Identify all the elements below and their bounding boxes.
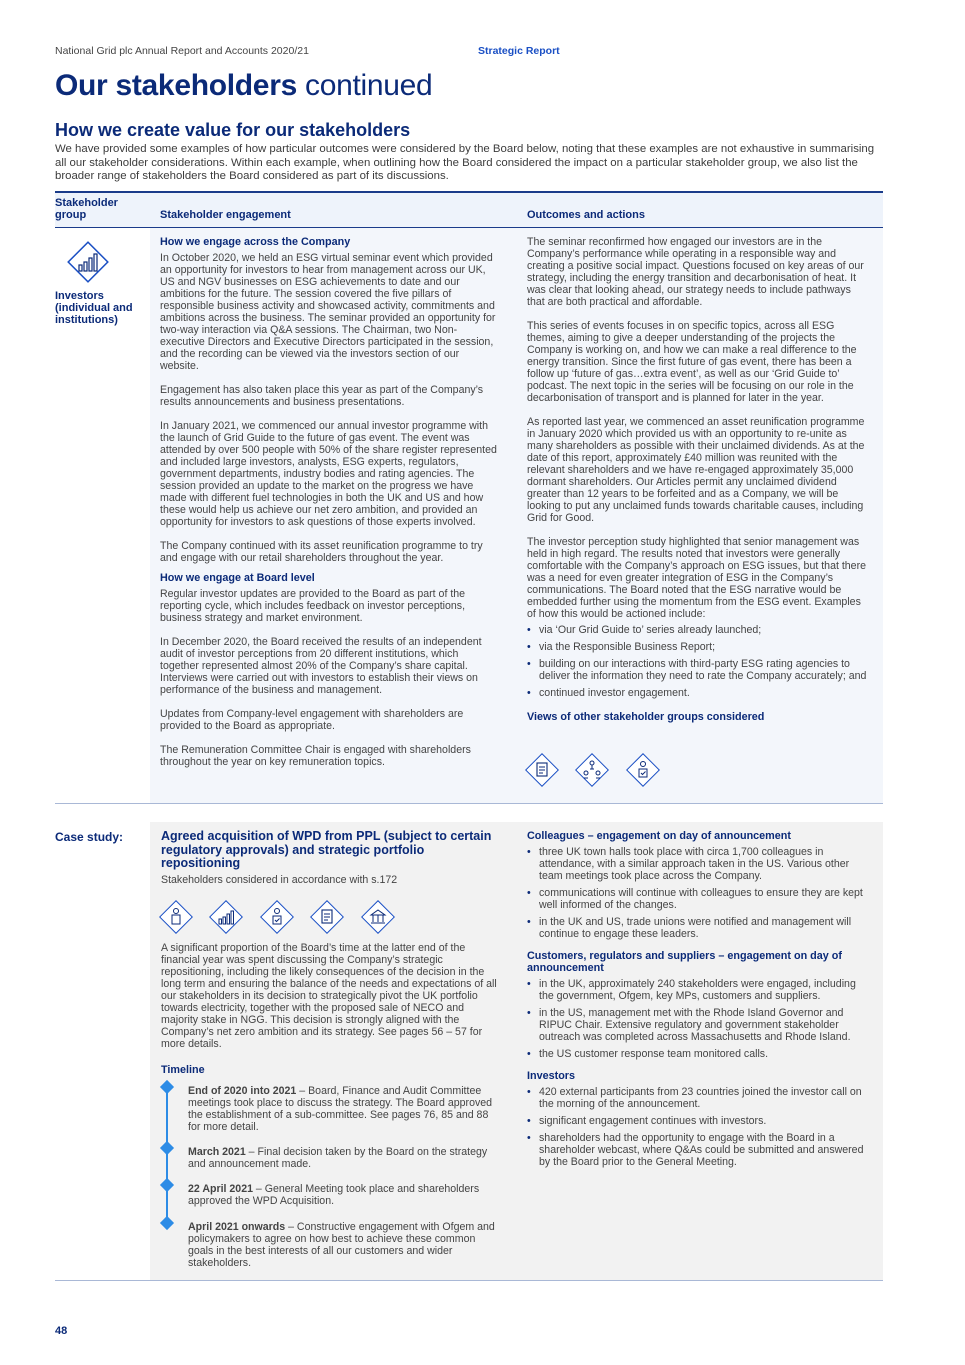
col-header-outcomes: Outcomes and actions — [527, 209, 645, 221]
list-item: • significant engagement continues with investors. — [527, 1115, 869, 1127]
list-item: • building on our interactions with third-party ESG rating agencies to deliver the information they need to rate the Company accurately; and — [527, 658, 869, 682]
case-study-title: Agreed acquisition of WPD from PPL (subject to certain regulatory approvals) and strategic portfolio repositioning — [161, 829, 492, 870]
outcome-paragraph: The investor perception study highlighted that senior management was held in high regard. The results noted that investors were generally comfortable with the Company’s approach on ESG issues, but that there was a need for even greater integration of ESG in the Company’s communications. The Board noted that the ESG narrative would be embedded further using the momentum from the ESG event. Examples of how this would be actioned include: — [527, 536, 866, 620]
engage-paragraph: Engagement has also taken place this year as part of the Company’s results announcements and business presentations. — [160, 384, 484, 408]
page-title: Our stakeholders continued — [55, 69, 433, 102]
views-heading: Views of other stakeholder groups considered — [527, 711, 765, 723]
list-item: • 420 external participants from 23 countries joined the investor call on the morning of the announcement. — [527, 1086, 869, 1110]
engage-paragraph: Regular investor updates are provided to the Board as part of the reporting cycle, which includes feedback on investor perceptions, business strategy and market environment. — [160, 588, 466, 624]
outcome-bullets — [527, 624, 869, 699]
engage-paragraph: In December 2020, the Board received the results of an independent audit of investor perceptions from 20 different institutions, which together represented almost 20% of the Company’s share capital. Interviews were carried out with investors to establish their views on performance of the business and management. — [160, 636, 482, 696]
timeline-heading: Timeline — [161, 1064, 205, 1076]
views-icons — [524, 752, 661, 790]
page-number: 48 — [55, 1325, 68, 1337]
list-item: • three UK town halls took place with circa 1,700 colleagues in attendance, with a similar approach taken in the US. Various other team meetings took place across the Company. — [527, 846, 869, 882]
section-heading: How we create value for our stakeholders — [55, 120, 411, 140]
case-study-subtitle: Stakeholders considered in accordance with s.172 — [161, 874, 398, 886]
engage-company-heading: How we engage across the Company — [160, 236, 351, 248]
customers-bullets — [527, 978, 869, 1060]
case-study-label: Case study: — [55, 830, 124, 844]
engagement-column — [160, 236, 500, 780]
outcome-paragraph: As reported last year, we commenced an asset reunification programme in January 2020 which provided us with an opportunity to re-unite as many shareholders as possible with their unclaimed dividends. As at the date of this report, approximately £40 million was reunited with the relevant shareholders and we have re-engaged approximately 35,000 dormant shareholders. Our Articles permit any unclaimed dividend greater than 12 years to be forfeited and as a Company, we will be looking to put any unclaimed funds towards charitable causes, including Grid for Good. — [527, 416, 865, 524]
section-name: Strategic Report — [478, 45, 560, 57]
colleagues-heading: Colleagues – engagement on day of announcement — [527, 830, 791, 842]
community-icon — [574, 752, 610, 788]
list-item: • in the US, management met with the Rhode Island Governor and RIPUC Chair. Extensive regulatory and government stakeholder outreach was completed across Massachusetts and Rhode Island. — [527, 1007, 869, 1043]
case-study-body: A significant proportion of the Board’s time at the latter end of the financial year was spent discussing the Company’s strategic repositioning, including the likely consequences of the decision in the long term and ensuring the balance of the needs and expectations of all our stakeholders in its decision to strategically pivot the UK portfolio towards electricity, together with the proposed sale of NECO and majority stake in NGG. This decision is strongly aligned with the Company’s net zero ambition and its strategy. See pages 56 – 57 for more details. — [161, 942, 497, 1050]
engage-paragraph: Updates from Company-level engagement with shareholders are provided to the Board as appropriate. — [160, 708, 464, 732]
investors-icon — [64, 238, 112, 286]
list-item: • shareholders had the opportunity to engage with the Board in a shareholder webcast, where Q&As could be submitted and answered by the Board prior to the General Meeting. — [527, 1132, 869, 1168]
outcome-paragraph: The seminar reconfirmed how engaged our investors are in the Company’s performance while operating in a responsible way and creating a positive social impact. Questions focused on key areas of our strategy, including the energy transition and decarbonisation of heat. It was clear that looking ahead, our strategy needs to include pathways that are both practical and affordable. — [527, 236, 864, 308]
engage-paragraph: In October 2020, we held an ESG virtual seminar event which provided an opportunity for investors to hear from management across our UK, US and NGV businesses on ESG achievements to date and our ambitions for the future. The session covered the five pillars of responsible business activity and showcased activity, commitments and ambitions across the business. The seminar provided an opportunity for two-way interaction via Q&A sessions. The Chairman, two Non-executive Directors and Executive Directors participated in the session, and the recording can be viewed via the investors section of our website. — [160, 252, 496, 372]
timeline-line — [166, 1087, 168, 1227]
row-divider — [55, 803, 883, 804]
engage-paragraph: In January 2021, we commenced our annual investor programme with the launch of Grid Guide to the future of gas event. The event was attended by over 500 people with 50% of the share register represented and included large investors, analysts, ESG experts, regulators, government departments, industry bodies and rating agencies. The session provided an update to the market on the progress we have made with different fuel technologies in both the UK and US and how these would help us achieve our net zero ambition, and provided an opportunity for investors to ask questions of those experts involved. — [160, 420, 497, 528]
investors-heading: Investors — [527, 1070, 576, 1082]
colleagues-bullets — [527, 846, 869, 940]
timeline-item: 22 April 2021 – General Meeting took place and shareholders approved the WPD Acquisition. — [188, 1183, 480, 1207]
intro-paragraph: We have provided some examples of how particular outcomes were considered by the Board below, noting that these examples are not exhaustive in summarising all our stakeholder considerations. Within each example, when outlining how the Board considered the impact on a particular stakeholder group, we also list the broader range of stakeholders the Board considered as part of its discussions. — [55, 143, 875, 182]
investors-icon — [208, 899, 244, 935]
stakeholder-group-label: Investors (individual and institutions) — [55, 290, 133, 326]
investors-bullets — [527, 1086, 869, 1168]
colleague-icon — [158, 899, 194, 935]
case-study-icons — [158, 899, 396, 937]
list-item: • via the Responsible Business Report; — [527, 641, 869, 653]
customers-heading: Customers, regulators and suppliers – engagement on day of announcement — [527, 950, 842, 974]
people-check-icon — [259, 899, 295, 935]
outcomes-column — [527, 236, 869, 727]
engage-paragraph: The Remuneration Committee Chair is engaged with shareholders throughout the year on key remuneration topics. — [160, 744, 471, 768]
list-item: • communications will continue with colleagues to ensure they are kept well informed of the changes. — [527, 887, 869, 911]
table-top-rule — [55, 191, 883, 193]
outcome-paragraph: This series of events focuses in on specific topics, across all ESG themes, aiming to give a deeper understanding of the projects the Company is working on, and how we can make a real difference to the energy transition. Since the first future of gas event, there has been a follow up ‘future of gas…extra event’, as well as our ‘Grid Guide to’ podcast. The next topic in the series will be focusing on our role in the decarbonisation of transport and is planned for later in the year. — [527, 320, 857, 404]
document-icon — [309, 899, 345, 935]
document-icon — [524, 752, 560, 788]
colleague-icon — [625, 752, 661, 788]
list-item: • via ‘Our Grid Guide to’ series already launched; — [527, 624, 869, 636]
col-header-group: Stakeholder group — [55, 197, 118, 221]
list-item: • in the UK, approximately 240 stakeholders were engaged, including the government, Ofgem, key MPs, customers and suppliers. — [527, 978, 869, 1002]
regulator-icon — [360, 899, 396, 935]
timeline-item: April 2021 onwards – Constructive engagement with Ofgem and policymakers to agree on how best to achieve these common goals in the best interests of all our customers and wider stakeholders. — [188, 1221, 495, 1269]
list-item: • continued investor engagement. — [527, 687, 869, 699]
timeline-item: March 2021 – Final decision taken by the Board on the strategy and announcement made. — [188, 1146, 488, 1170]
col-header-engagement: Stakeholder engagement — [160, 209, 291, 221]
list-item: • the US customer response team monitored calls. — [527, 1048, 869, 1060]
page-bottom-rule — [55, 1280, 883, 1281]
list-item: • in the UK and US, trade unions were notified and management will continue to engage these leaders. — [527, 916, 869, 940]
case-study-outcomes — [527, 830, 869, 1173]
engage-board-heading: How we engage at Board level — [160, 572, 315, 584]
timeline-item: End of 2020 into 2021 – Board, Finance and Audit Committee meetings took place to discuss the strategy. The Board approved the establishment of a sub-committee. See pages 76, 85 and 88 for more detail. — [188, 1085, 493, 1133]
engage-paragraph: The Company continued with its asset reunification programme to try and engage with our retail shareholders throughout the year. — [160, 540, 483, 564]
report-title: National Grid plc Annual Report and Accounts 2020/21 — [55, 45, 309, 57]
